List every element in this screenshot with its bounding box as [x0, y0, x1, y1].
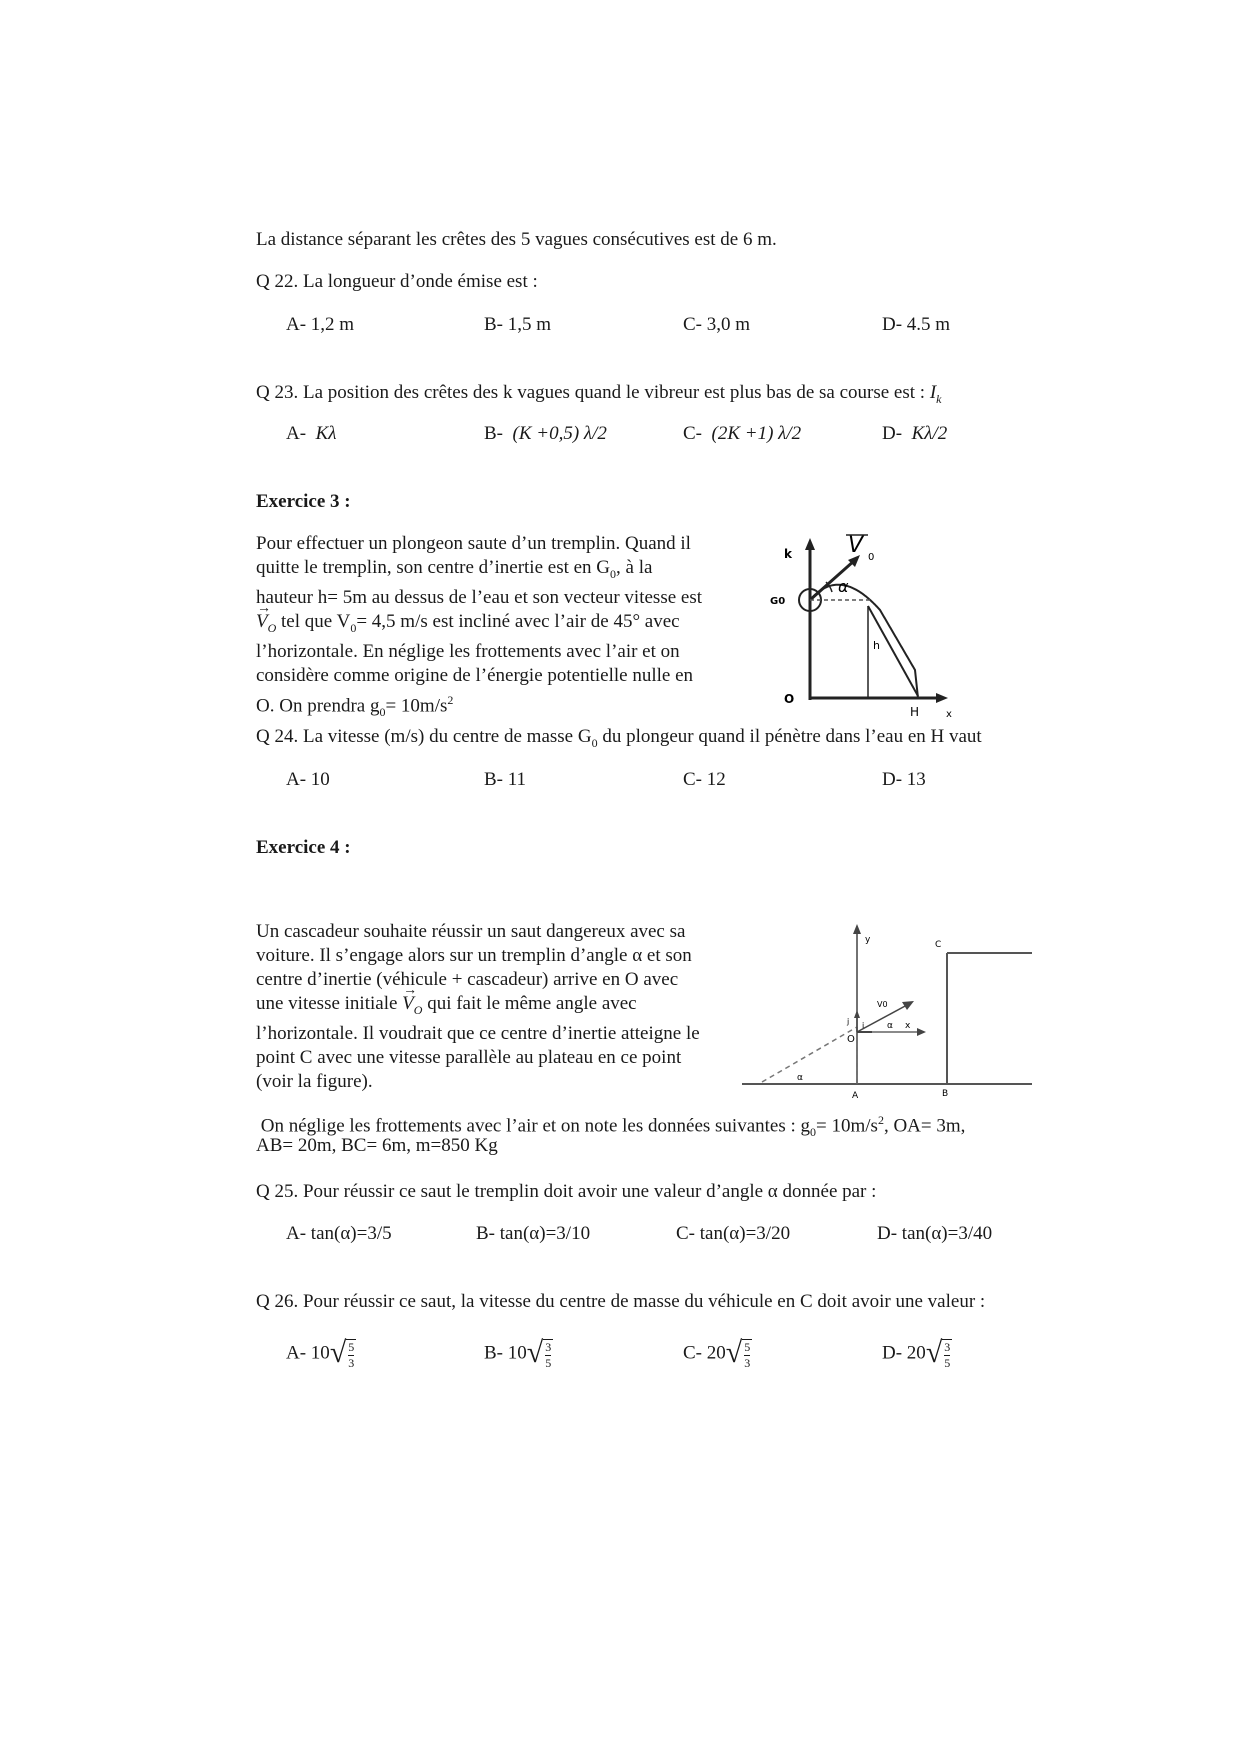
q23-option-b[interactable]: B- (K +0,5) λ/2 [484, 423, 607, 444]
exercise-3-figure [770, 530, 970, 720]
q24-option-d[interactable]: D- 13 [882, 769, 926, 790]
sqrt-fraction: √ $\frac{3}{5}$ [925, 1336, 951, 1370]
v0-vector-symbol: → $V_O$ [256, 610, 276, 640]
figure4-label-i: i [862, 1021, 865, 1030]
q23-option-c[interactable]: C- (2K +1) λ/2 [683, 423, 802, 444]
exercise-4-text: Un cascadeur souhaite réussir un saut dangereux avec sa voiture. Il s’engage alors sur un tremplin d’angle α et son centre d’inertie (véhicule + cascadeur) arrive en O avec une vitesse initiale → $V_O$ qui fait le même angle avec l’horizontale. Il voudrait que ce centre d’inertie atteigne le point C avec une vitesse parallèle au plateau en ce point (voir la figure). [256, 920, 736, 1094]
q26-option-d[interactable]: D- 20 √ $\frac{3}{5}$ [882, 1336, 951, 1370]
q24-option-c[interactable]: C- 12 [683, 769, 726, 790]
exercise-4-title: Exercice 4 : [256, 837, 351, 858]
q25-option-b[interactable]: B- tan(α)=3/10 [476, 1223, 591, 1244]
sqrt-fraction: √ $\frac{3}{5}$ [526, 1336, 552, 1370]
q22-option-a[interactable]: A- 1,2 m [286, 314, 355, 335]
q26-option-a[interactable]: A- 10 √ $\frac{5}{3}$ [286, 1336, 355, 1370]
q26-option-c[interactable]: C- 20 √ $\frac{5}{3}$ [683, 1336, 751, 1370]
figure4-label-b: B [942, 1089, 949, 1099]
q22-option-d[interactable]: D- 4.5 m [882, 314, 951, 335]
exercise-4-figure [742, 920, 1032, 1100]
q26-option-b[interactable]: B- 10 √ $\frac{3}{5}$ [484, 1336, 552, 1370]
sqrt-fraction: √ $\frac{5}{3}$ [329, 1336, 355, 1370]
q24-option-a[interactable]: A- 10 [286, 769, 330, 790]
q25-option-d[interactable]: D- tan(α)=3/40 [877, 1223, 993, 1244]
q24-option-b[interactable]: B- 11 [484, 769, 527, 790]
exercise-4-data-line2: AB= 20m, BC= 6m, m=850 Kg [256, 1135, 498, 1156]
figure3-label-o: O [784, 692, 795, 706]
figure4-label-c: C [935, 940, 942, 950]
figure4-label-x: x [905, 1021, 911, 1031]
q25-option-c[interactable]: C- tan(α)=3/20 [676, 1223, 791, 1244]
q26-question: Q 26. Pour réussir ce saut, la vitesse du centre de masse du véhicule en C doit avoir une valeur : [256, 1291, 986, 1312]
figure4-label-a: A [852, 1091, 859, 1100]
v0-vector-symbol-ex4: → $V_O$ [402, 992, 422, 1022]
q22-question: Q 22. La longueur d’onde émise est : [256, 271, 538, 292]
q23-question: Q 23. La position des crêtes des k vagues quand le vibreur est plus bas de sa course est : $I_k$ [256, 382, 942, 406]
q22-option-b[interactable]: B- 1,5 m [484, 314, 552, 335]
figure3-label-g0: G0 [770, 596, 786, 607]
figure4-label-o: O [847, 1034, 855, 1045]
exercise-3-title: Exercice 3 : [256, 491, 351, 512]
exercise-4-data-line1: On néglige les frottements avec l’air et on note les données suivantes : $g_0= 10m/s^2$, OA= 3m, [256, 1113, 966, 1140]
figure4-label-alpha-top: α [887, 1021, 893, 1031]
q23-option-a[interactable]: A- Kλ [286, 423, 337, 444]
figure3-label-x: x [946, 709, 952, 720]
figure4-label-alpha-bottom: α [797, 1073, 803, 1083]
figure3-label-k: k [784, 547, 792, 561]
q25-option-a[interactable]: A- tan(α)=3/5 [286, 1223, 392, 1244]
sqrt-fraction: √ $\frac{5}{3}$ [725, 1336, 751, 1370]
figure3-label-alpha: α [838, 577, 849, 596]
q22-option-c[interactable]: C- 3,0 m [683, 314, 751, 335]
figure3-label-v: V [848, 533, 864, 558]
figure4-label-j: j [847, 1017, 850, 1026]
figure3-label-hh: H [910, 705, 920, 719]
figure4-label-y: y [865, 935, 871, 945]
q25-question: Q 25. Pour réussir ce saut le tremplin doit avoir une valeur d’angle α donnée par : [256, 1181, 877, 1202]
q23-option-d[interactable]: D- Kλ/2 [882, 423, 948, 444]
intro-text: La distance séparant les crêtes des 5 vagues consécutives est de 6 m. [256, 229, 777, 250]
figure3-label-h: h [873, 639, 880, 652]
figure4-label-v0: V0 [877, 1000, 888, 1009]
q24-question: Q 24. La vitesse (m/s) du centre de masse $G_0$ du plongeur quand il pénètre dans l’eau en H vaut [256, 726, 982, 750]
exercise-3-text: Pour effectuer un plongeon saute d’un tremplin. Quand il quitte le tremplin, son centre d’inertie est en $G_0$, à la hauteur h= 5m au dessus de l’eau et son vecteur vitesse est → $V_O$ tel que $V_0= 4,5$ m/s est incliné avec l’air de 45° avec l’horizontale. En néglige les frottements avec l’air et on considère comme origine de l’énergie potentielle nulle en O. On prendra $g_0= 10m/s^2$ [256, 532, 736, 724]
figure3-label-v0: 0 [868, 552, 875, 563]
